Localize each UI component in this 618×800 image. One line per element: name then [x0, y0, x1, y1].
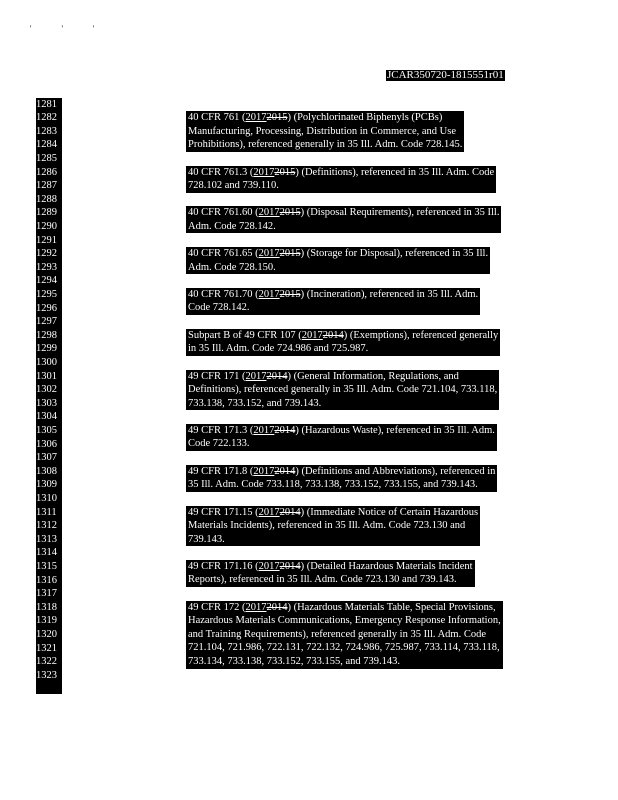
deleted-year: 2015: [266, 112, 288, 124]
entry-text: ) (General Information, Regulations, and: [287, 370, 459, 382]
entry-line: [188, 166, 494, 180]
entry-citation: 40 CFR 761.65 (: [188, 248, 259, 260]
line-number: 1299: [36, 343, 57, 355]
entry-text: ) (Definitions), referenced in 35 Ill. Adm. Code: [295, 166, 495, 178]
entry-line: Code 728.142.: [188, 302, 250, 314]
entry-line: Prohibitions), referenced generally in 35 Ill. Adm. Code 728.145.: [188, 139, 463, 151]
line-number: 1308: [36, 465, 57, 477]
inserted-year: 2017: [245, 601, 267, 613]
entry-citation: 40 CFR 761.3 (: [188, 166, 254, 178]
inserted-year: 2017: [253, 424, 275, 436]
deleted-year: 2014: [322, 329, 344, 341]
line-number: 1321: [36, 642, 57, 654]
entry-line: 721.104, 721.986, 722.131, 722.132, 724.986, 725.987, 733.114, 733.118,: [188, 642, 500, 654]
line-number: 1310: [36, 492, 57, 504]
line-number: 1301: [36, 370, 57, 382]
entry-line: in 35 Ill. Adm. Code 724.986 and 725.987.: [188, 343, 369, 355]
inserted-year: 2017: [258, 560, 280, 572]
entry-line: [188, 329, 498, 343]
line-number: 1305: [36, 424, 57, 436]
entry-line: Materials Incidents), referenced in 35 Ill. Adm. Code 723.130 and: [188, 520, 466, 532]
entry-citation: 49 CFR 172 (: [188, 601, 246, 613]
line-number: 1297: [36, 316, 57, 328]
line-number: 1298: [36, 329, 57, 341]
line-number: 1317: [36, 588, 57, 600]
entry-citation: 49 CFR 171.16 (: [188, 560, 259, 572]
entry-line: 733.134, 733.138, 733.152, 733.155, and 739.143.: [188, 656, 401, 668]
entry-line: [188, 465, 495, 479]
line-number: 1302: [36, 384, 57, 396]
reference-entry: [186, 247, 490, 274]
entry-text: ) (Exemptions), referenced generally: [343, 329, 499, 341]
line-number: 1292: [36, 248, 57, 260]
inserted-year: 2017: [258, 506, 280, 518]
deleted-year: 2014: [279, 506, 301, 518]
entry-text: ) (Hazardous Materials Table, Special Provisions,: [287, 601, 496, 613]
entry-citation: 40 CFR 761.60 (: [188, 207, 259, 219]
reference-entry: [186, 506, 480, 547]
inserted-year: 2017: [258, 207, 280, 219]
reference-entry: [186, 206, 501, 233]
entry-line: Adm. Code 728.150.: [188, 261, 276, 273]
entry-line: and Training Requirements), referenced generally in 35 Ill. Adm. Code: [188, 628, 487, 640]
entry-line: 35 Ill. Adm. Code 733.118, 733.138, 733.152, 733.155, and 739.143.: [188, 479, 478, 491]
inserted-year: 2017: [245, 112, 267, 124]
entry-text: ) (Definitions and Abbreviations), referenced in: [295, 465, 496, 477]
line-number: 1288: [36, 193, 57, 205]
line-number: 1300: [36, 356, 57, 368]
line-number: 1320: [36, 628, 57, 640]
line-number: 1313: [36, 533, 57, 545]
entry-line: Adm. Code 728.142.: [188, 220, 276, 232]
line-number: 1287: [36, 180, 57, 192]
line-number: 1314: [36, 547, 57, 559]
entry-citation: 49 CFR 171.15 (: [188, 506, 259, 518]
entry-line: [188, 601, 501, 615]
entry-line: Reports), referenced in 35 Ill. Adm. Code 723.130 and 739.143.: [188, 574, 457, 586]
line-number: 1281: [36, 98, 57, 110]
entry-line: [188, 560, 473, 574]
reference-entry: [186, 424, 497, 451]
line-number: 1291: [36, 234, 57, 246]
entry-text: ) (Disposal Requirements), referenced in 35 Ill.: [300, 207, 500, 219]
entry-text: ) (Hazardous Waste), referenced in 35 Ill. Adm.: [295, 424, 495, 436]
entry-citation: Subpart B of 49 CFR 107 (: [188, 329, 302, 341]
line-number: 1286: [36, 166, 57, 178]
entry-citation: 40 CFR 761.70 (: [188, 288, 259, 300]
line-number: 1285: [36, 152, 57, 164]
line-number: 1295: [36, 288, 57, 300]
line-number: 1303: [36, 397, 57, 409]
line-number: 1306: [36, 438, 57, 450]
entry-line: Manufacturing, Processing, Distribution in Commerce, and Use: [188, 125, 456, 137]
line-number: 1289: [36, 207, 57, 219]
reference-entry: [186, 111, 464, 152]
entry-citation: 49 CFR 171.3 (: [188, 424, 254, 436]
entry-line: 733.138, 733.152, and 739.143.: [188, 397, 322, 409]
inserted-year: 2017: [258, 248, 280, 260]
deleted-year: 2014: [266, 601, 288, 613]
entry-text: ) (Detailed Hazardous Materials Incident: [300, 560, 473, 572]
inserted-year: 2017: [301, 329, 323, 341]
line-number: 1309: [36, 479, 57, 491]
entry-citation: 40 CFR 761 (: [188, 112, 246, 124]
entry-citation: 49 CFR 171 (: [188, 370, 246, 382]
line-number: 1282: [36, 112, 57, 124]
entry-text: ) (Storage for Disposal), referenced in 35 Ill.: [300, 248, 489, 260]
line-number: 1294: [36, 275, 57, 287]
entry-line: 739.143.: [188, 533, 225, 545]
entry-text: ) (Polychlorinated Biphenyls (PCBs): [287, 112, 443, 124]
line-number: 1296: [36, 302, 57, 314]
entry-line: [188, 506, 478, 520]
inserted-year: 2017: [253, 166, 275, 178]
entry-line: [188, 424, 495, 438]
line-number: 1311: [36, 506, 57, 518]
reference-entry: [186, 329, 500, 356]
line-number: 1319: [36, 615, 57, 627]
entry-text: ) (Incineration), referenced in 35 Ill. Adm.: [300, 288, 479, 300]
deleted-year: 2014: [274, 465, 296, 477]
entry-citation: 49 CFR 171.8 (: [188, 465, 254, 477]
reference-entry: [186, 288, 480, 315]
line-number: 1323: [36, 669, 57, 681]
deleted-year: 2015: [279, 248, 301, 260]
reference-entry: [186, 166, 496, 193]
line-number: 1284: [36, 139, 57, 151]
entry-line: [188, 206, 499, 220]
entry-line: [188, 288, 478, 302]
entry-line: [188, 370, 497, 384]
entry-line: Code 722.133.: [188, 438, 250, 450]
deleted-year: 2015: [279, 288, 301, 300]
deleted-year: 2015: [274, 166, 296, 178]
line-number: 1316: [36, 574, 57, 586]
deleted-year: 2014: [279, 560, 301, 572]
entry-line: Hazardous Materials Communications, Emergency Response Information,: [188, 615, 501, 627]
line-number: 1290: [36, 220, 57, 232]
line-number: 1304: [36, 411, 57, 423]
line-number: 1322: [36, 656, 57, 668]
top-marks: ' ' ': [30, 24, 109, 33]
reference-entry: [186, 560, 475, 587]
entry-text: ) (Immediate Notice of Certain Hazardous: [300, 506, 479, 518]
inserted-year: 2017: [258, 288, 280, 300]
line-number: 1312: [36, 520, 57, 532]
inserted-year: 2017: [253, 465, 275, 477]
line-number: 1318: [36, 601, 57, 613]
reference-entry: [186, 465, 497, 492]
inserted-year: 2017: [245, 370, 267, 382]
line-number: 1315: [36, 560, 57, 572]
line-number: 1283: [36, 125, 57, 137]
deleted-year: 2014: [266, 370, 288, 382]
entry-line: 728.102 and 739.110.: [188, 180, 279, 192]
deleted-year: 2015: [279, 207, 301, 219]
entry-line: [188, 111, 462, 125]
reference-entry: [186, 601, 503, 669]
reference-entry: [186, 370, 499, 411]
line-number: 1293: [36, 261, 57, 273]
document-id-header: JCAR350720-1815551r01: [387, 69, 504, 81]
entry-line: [188, 247, 488, 261]
entry-line: Definitions), referenced generally in 35 Ill. Adm. Code 721.104, 733.118,: [188, 384, 498, 396]
deleted-year: 2014: [274, 424, 296, 436]
line-number: 1307: [36, 452, 57, 464]
